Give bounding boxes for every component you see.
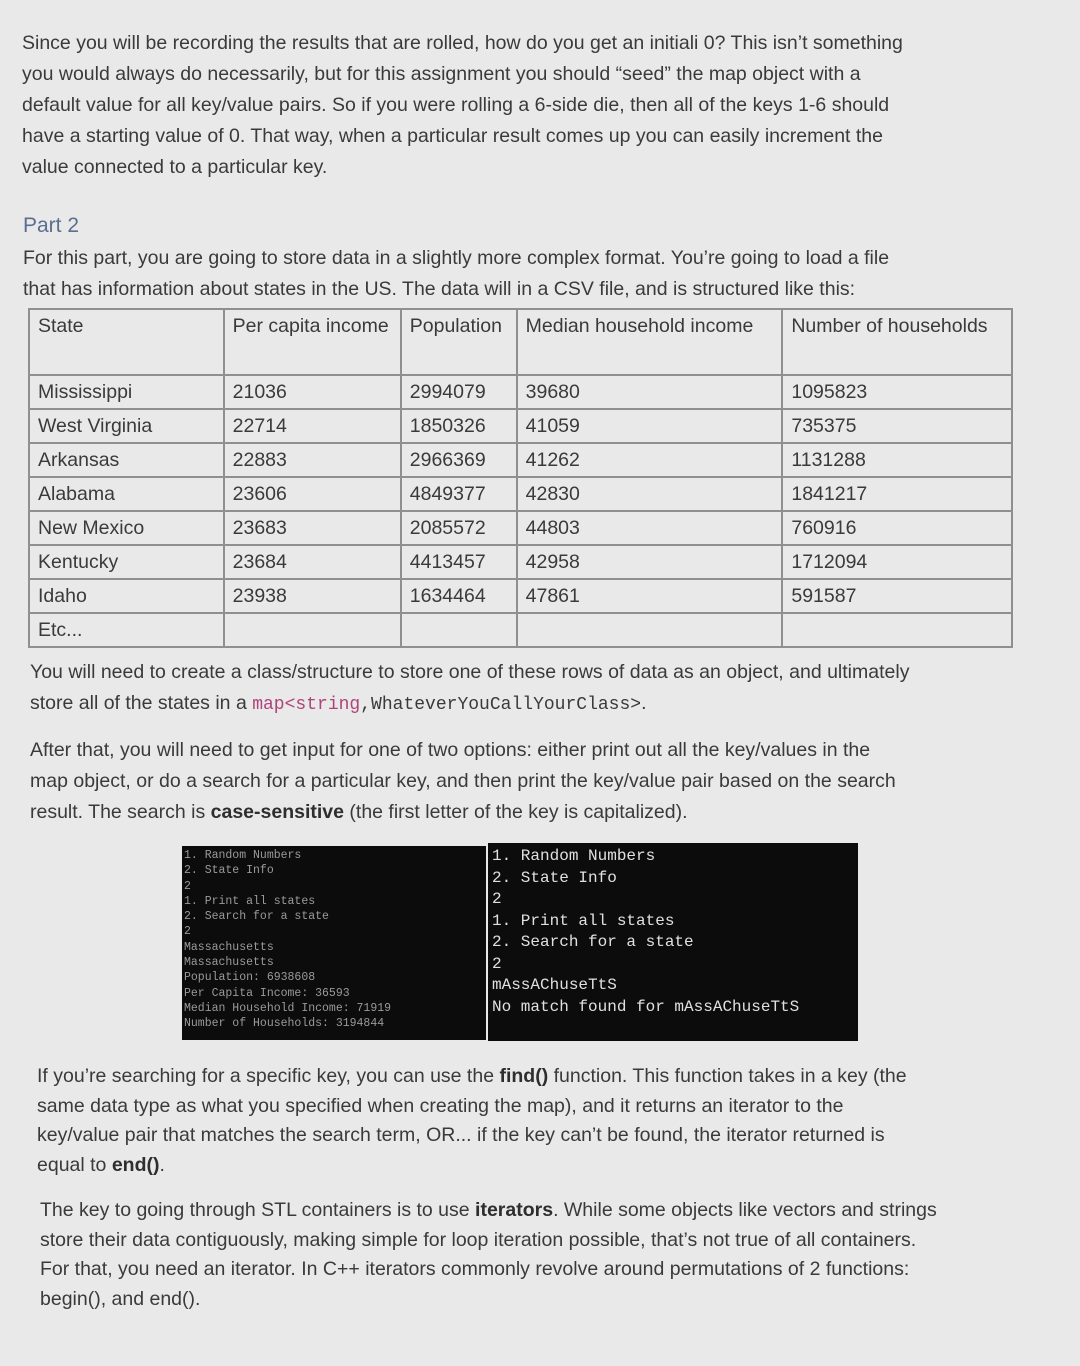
- table-cell: 22883: [224, 443, 401, 477]
- table-cell: 21036: [224, 375, 401, 409]
- console-line: 2: [492, 954, 502, 973]
- class-paragraph: [30, 657, 909, 721]
- table-cell: 42830: [517, 477, 783, 511]
- input-line: map object, or do a search for a particular key, and then print the key/value pair based on the search: [30, 770, 896, 792]
- table-cell: [782, 613, 1012, 647]
- table-cell: 760916: [782, 511, 1012, 545]
- table-cell: 2966369: [401, 443, 517, 477]
- states-table: [28, 308, 1013, 648]
- code-class: ,WhateverYouCallYourClass>: [360, 695, 642, 715]
- table-cell: Alabama: [29, 477, 224, 511]
- header-per-capita-income: Per capita income: [224, 309, 401, 375]
- iterator-line: For that, you need an iterator. In C++ iterators commonly revolve around permutations of 2 functions:: [40, 1258, 910, 1280]
- iterator-line-prefix: The key to going through STL containers is to use: [40, 1199, 476, 1221]
- iterator-line-suffix: . While some objects like vectors and strings: [553, 1199, 937, 1221]
- table-cell: Arkansas: [29, 443, 224, 477]
- table-cell: 23938: [224, 579, 401, 613]
- input-paragraph: [30, 735, 896, 828]
- console-line: 1. Random Numbers: [184, 849, 302, 862]
- iterator-paragraph: [40, 1196, 937, 1314]
- table-cell: Kentucky: [29, 545, 224, 579]
- table-cell: 41059: [517, 409, 783, 443]
- table-cell: 1850326: [401, 409, 517, 443]
- table-cell: [224, 613, 401, 647]
- table-cell: 1841217: [782, 477, 1012, 511]
- table-row: [29, 511, 1012, 545]
- find-line-suffix: .: [159, 1153, 165, 1176]
- header-number-of-households: Number of households: [782, 309, 1012, 375]
- console-line: 2. State Info: [184, 864, 274, 878]
- table-cell: 22714: [224, 409, 401, 443]
- find-paragraph: [37, 1062, 907, 1180]
- table-cell: West Virginia: [29, 409, 224, 443]
- input-line: After that, you will need to get input for one of two options: either print out all the key/values in the: [30, 739, 871, 761]
- table-cell: 23606: [224, 477, 401, 511]
- console-line: 1. Random Numbers: [492, 847, 656, 865]
- table-cell: 4413457: [401, 545, 517, 579]
- class-line-suffix: .: [641, 692, 647, 714]
- find-line-prefix: equal to: [37, 1153, 112, 1176]
- console-output-not-found: [488, 843, 858, 1041]
- case-sensitive-text: case-sensitive: [210, 801, 344, 823]
- console-line: mAssAChuseTtS: [492, 976, 617, 994]
- iterator-line: begin(), and end().: [40, 1287, 201, 1310]
- find-line: [37, 1062, 907, 1092]
- console-line: Per Capita Income: 36593: [184, 986, 350, 1000]
- table-cell: 42958: [517, 545, 783, 579]
- find-function-text: find(): [499, 1065, 549, 1087]
- intro-line: default value for all key/value pairs. So if you were rolling a 6-side die, then all of the keys 1-6 should: [22, 94, 890, 116]
- table-cell: 39680: [517, 375, 783, 409]
- end-function-text: end(): [111, 1153, 160, 1176]
- find-line: key/value pair that matches the search term, OR... if the key can’t be found, the iterator returned is: [37, 1124, 885, 1146]
- find-line: same data type as what you specified when creating the map), and it returns an iterator to the: [37, 1094, 844, 1117]
- find-line-prefix: If you’re searching for a specific key, you can use the: [37, 1065, 500, 1087]
- table-row: [29, 579, 1012, 613]
- table-row: [29, 477, 1012, 511]
- part2-paragraph: [23, 243, 889, 305]
- table-cell: 41262: [517, 443, 783, 477]
- console-line: Population: 6938608: [184, 971, 316, 985]
- table-cell: 4849377: [401, 477, 517, 511]
- code-map: map<: [252, 695, 296, 715]
- input-line-suffix: (the first letter of the key is capitalized).: [343, 801, 688, 823]
- table-cell: 23683: [224, 511, 401, 545]
- class-line: [30, 688, 909, 721]
- table-cell: Etc...: [29, 613, 224, 647]
- console-line: 2. State Info: [492, 868, 617, 887]
- intro-line: Since you will be recording the results that are rolled, how do you get an initiali 0? This isn’t something: [22, 32, 903, 54]
- console-line: 1. Print all states: [492, 911, 675, 930]
- table-cell: 23684: [224, 545, 401, 579]
- intro-line: you would always do necessarily, but for this assignment you should “seed” the map object with a: [22, 63, 861, 85]
- input-line: [30, 797, 896, 828]
- console-line: 1. Print all states: [184, 894, 316, 908]
- table-cell: 47861: [517, 579, 783, 613]
- iterators-text: iterators: [475, 1199, 554, 1221]
- table-header-row: [29, 309, 1012, 375]
- console-line: 2. Search for a state: [184, 910, 329, 924]
- header-median-household-income: Median household income: [517, 309, 783, 375]
- console-line: Massachusetts: [184, 956, 274, 970]
- console-line: Massachusetts: [184, 940, 274, 954]
- header-state: State: [29, 309, 224, 375]
- console-line: No match found for mAssAChuseTtS: [492, 997, 800, 1016]
- intro-line: have a starting value of 0. That way, when a particular result comes up you can easily increment the: [22, 125, 883, 147]
- console-line: 2: [184, 879, 191, 893]
- table-cell: 735375: [782, 409, 1012, 443]
- console-line: Median Household Income: 71919: [184, 1001, 392, 1015]
- code-string: string: [295, 695, 361, 715]
- table-cell: 44803: [517, 511, 783, 545]
- table-row: [29, 443, 1012, 477]
- table-cell: 2085572: [401, 511, 517, 545]
- console-line: Number of Households: 3194844: [184, 1017, 385, 1031]
- table-cell: 1712094: [782, 545, 1012, 579]
- table-cell: New Mexico: [29, 511, 224, 545]
- find-line-suffix: function. This function takes in a key (the: [548, 1065, 907, 1087]
- input-line-prefix: result. The search is: [30, 801, 211, 823]
- table-cell: 1634464: [401, 579, 517, 613]
- iterator-line: store their data contiguously, making simple for loop iteration possible, that’s not true of all containers.: [40, 1228, 917, 1251]
- table-cell: [517, 613, 783, 647]
- console-output-found: [182, 846, 486, 1040]
- intro-line: value connected to a particular key.: [22, 156, 328, 178]
- class-line-prefix: store all of the states in a: [30, 692, 253, 714]
- console-line: 2. Search for a state: [492, 933, 694, 951]
- console-line: 2: [184, 925, 191, 939]
- table-cell: 1095823: [782, 375, 1012, 409]
- find-line: [37, 1151, 907, 1181]
- table-cell: [401, 613, 517, 647]
- table-row: [29, 613, 1012, 647]
- header-population: Population: [401, 309, 517, 375]
- table-cell: 1131288: [782, 443, 1012, 477]
- part2-line: that has information about states in the US. The data will in a CSV file, and is structured like this:: [23, 278, 856, 300]
- table-row: [29, 409, 1012, 443]
- table-row: [29, 375, 1012, 409]
- part2-line: For this part, you are going to store data in a slightly more complex format. You’re going to load a file: [23, 247, 890, 269]
- part2-heading: Part 2: [23, 214, 80, 237]
- table-cell: 2994079: [401, 375, 517, 409]
- table-row: [29, 545, 1012, 579]
- iterator-line: [40, 1196, 937, 1226]
- class-line: You will need to create a class/structure to store one of these rows of data as an object, and ultimately: [30, 661, 910, 683]
- intro-paragraph: [22, 28, 903, 183]
- table-cell: 591587: [782, 579, 1012, 613]
- table-cell: Idaho: [29, 579, 224, 613]
- console-line: 2: [492, 890, 502, 908]
- table-cell: Mississippi: [29, 375, 224, 409]
